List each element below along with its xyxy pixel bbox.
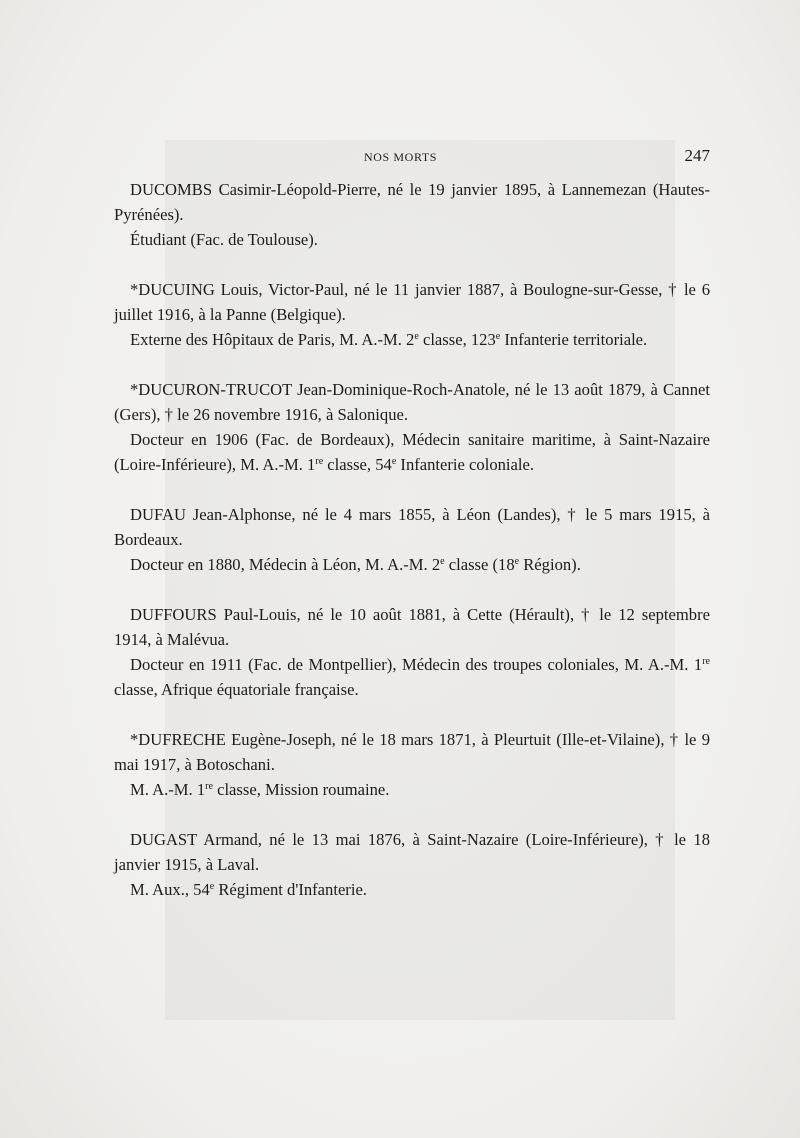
entry-detail: Docteur en 1880, Médecin à Léon, M. A.-M. 2e classe (18e Région).	[130, 555, 581, 574]
page-header	[114, 146, 710, 168]
entry-dugast	[114, 827, 710, 902]
entry-detail: Étudiant (Fac. de Toulouse).	[130, 230, 318, 249]
entry-heading: *DUFRECHE Eugène-Joseph, né le 18 mars 1871, à Pleurtuit (Ille-et-Vilaine), † le 9 mai 1917, à Botoschani.	[114, 730, 710, 774]
entry-detail: M. A.-M. 1re classe, Mission roumaine.	[130, 780, 390, 799]
entry-heading: *DUCURON-TRUCOT Jean-Dominique-Roch-Anatole, né le 13 août 1879, à Cannet (Gers), † le 26 novembre 1916, à Salonique.	[114, 380, 710, 424]
page-number: 247	[684, 146, 710, 165]
entry-heading: DUFFOURS Paul-Louis, né le 10 août 1881, à Cette (Hérault), † le 12 septembre 1914, à Malévua.	[114, 605, 710, 649]
obituary-list	[114, 177, 710, 927]
entry-detail: Docteur en 1906 (Fac. de Bordeaux), Médecin sanitaire maritime, à Saint-Nazaire (Loire-Inférieure), M. A.-M. 1re classe, 54e Infanterie coloniale.	[114, 430, 710, 474]
entry-duffours	[114, 602, 710, 702]
entry-dufau	[114, 502, 710, 577]
entry-heading: DUCOMBS Casimir-Léopold-Pierre, né le 19 janvier 1895, à Lannemezan (Hautes-Pyrénées).	[114, 180, 710, 224]
entry-ducuron-trucot	[114, 377, 710, 477]
entry-ducuing	[114, 277, 710, 352]
entry-dufreche	[114, 727, 710, 802]
entry-detail: Externe des Hôpitaux de Paris, M. A.-M. 2e classe, 123e Infanterie territoriale.	[130, 330, 648, 349]
entry-detail: Docteur en 1911 (Fac. de Montpellier), Médecin des troupes coloniales, M. A.-M. 1re classe, Afrique équatoriale française.	[114, 655, 710, 699]
entry-ducombs	[114, 177, 710, 252]
entry-detail: M. Aux., 54e Régiment d'Infanterie.	[130, 880, 367, 899]
entry-heading: DUGAST Armand, né le 13 mai 1876, à Saint-Nazaire (Loire-Inférieure), † le 18 janvier 1915, à Laval.	[114, 830, 710, 874]
entry-heading: *DUCUING Louis, Victor-Paul, né le 11 janvier 1887, à Boulogne-sur-Gesse, † le 6 juillet 1916, à la Panne (Belgique).	[114, 280, 710, 324]
running-head: NOS MORTS	[364, 150, 438, 164]
entry-heading: DUFAU Jean-Alphonse, né le 4 mars 1855, à Léon (Landes), † le 5 mars 1915, à Bordeaux.	[114, 505, 710, 549]
